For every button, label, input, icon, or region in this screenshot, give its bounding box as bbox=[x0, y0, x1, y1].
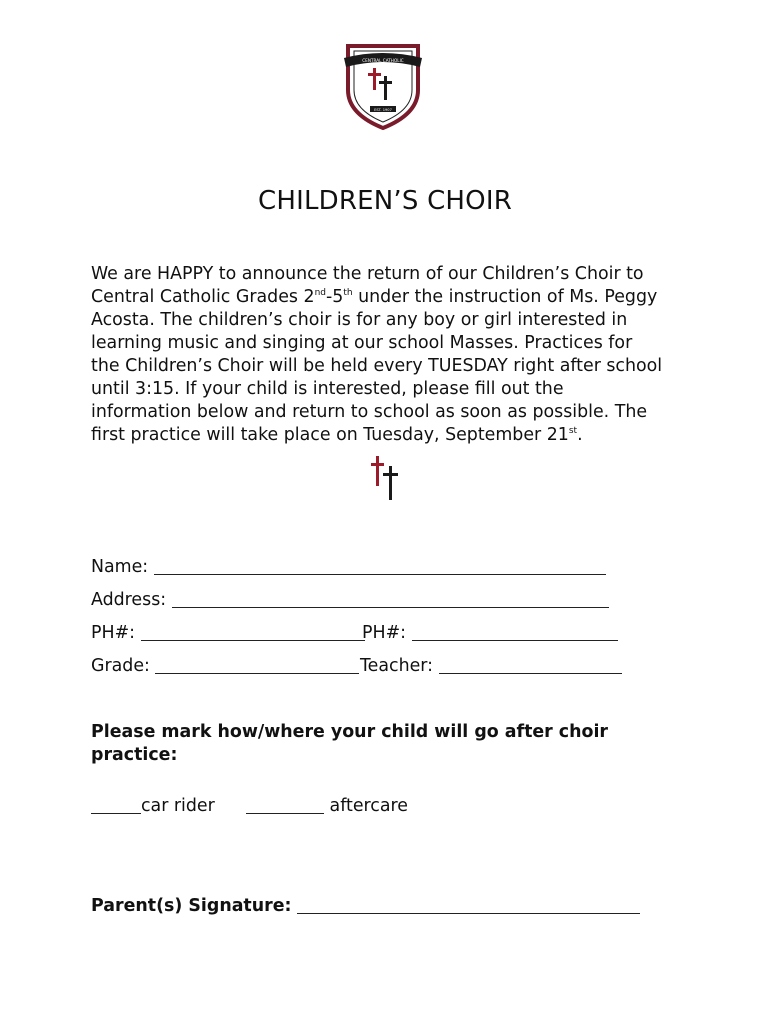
car-rider-option[interactable] bbox=[91, 796, 215, 816]
phone2-input-line[interactable] bbox=[412, 639, 618, 641]
phone2-label: PH#: bbox=[362, 623, 406, 643]
teacher-input-line[interactable] bbox=[439, 672, 622, 674]
aftercare-label: aftercare bbox=[329, 796, 408, 816]
aftercare-option[interactable] bbox=[246, 796, 408, 816]
superscript: st bbox=[568, 426, 578, 436]
intro-line bbox=[91, 424, 691, 447]
intro-line: learning music and singing at our school Masses. Practices for bbox=[91, 333, 633, 353]
svg-text:CENTRAL CATHOLIC: CENTRAL CATHOLIC bbox=[362, 58, 404, 63]
intro-text: . bbox=[577, 425, 583, 445]
phone1-label: PH#: bbox=[91, 623, 135, 643]
name-label: Name: bbox=[91, 557, 149, 577]
crosses-icon bbox=[368, 454, 402, 502]
grade-label: Grade: bbox=[91, 656, 150, 676]
intro-paragraph bbox=[91, 263, 691, 447]
teacher-label: Teacher: bbox=[360, 656, 434, 676]
intro-text: Central Catholic Grades 2 bbox=[91, 287, 315, 307]
intro-line: We are HAPPY to announce the return of our Children’s Choir to bbox=[91, 264, 644, 284]
address-field[interactable] bbox=[91, 590, 609, 610]
car-rider-mark-line[interactable] bbox=[91, 812, 141, 814]
superscript: nd bbox=[314, 288, 326, 298]
school-crest-logo bbox=[342, 40, 424, 130]
signature-field[interactable] bbox=[91, 895, 640, 918]
svg-text:EST. 1907: EST. 1907 bbox=[374, 108, 392, 112]
question-line: Please mark how/where your child will go after choir bbox=[91, 722, 608, 742]
intro-line: until 3:15. If your child is interested, please fill out the bbox=[91, 379, 564, 399]
grade-field[interactable] bbox=[91, 656, 359, 676]
car-rider-label: car rider bbox=[141, 796, 215, 816]
page-title: CHILDREN’S CHOIR bbox=[258, 186, 512, 216]
after-practice-question bbox=[91, 721, 691, 767]
teacher-field[interactable] bbox=[360, 656, 622, 676]
intro-line: the Children’s Choir will be held every TUESDAY right after school bbox=[91, 356, 663, 376]
name-input-line[interactable] bbox=[154, 573, 606, 575]
question-line: practice: bbox=[91, 745, 178, 765]
intro-text: under the instruction of Ms. Peggy bbox=[352, 287, 658, 307]
aftercare-mark-line[interactable] bbox=[246, 812, 324, 814]
signature-input-line[interactable] bbox=[297, 912, 640, 914]
address-label: Address: bbox=[91, 590, 167, 610]
grade-input-line[interactable] bbox=[155, 672, 359, 674]
signature-label: Parent(s) Signature: bbox=[91, 896, 292, 916]
superscript: th bbox=[343, 288, 353, 298]
phone-field-1[interactable] bbox=[91, 623, 365, 643]
intro-line bbox=[91, 286, 691, 309]
phone-field-2[interactable] bbox=[362, 623, 618, 643]
intro-text: first practice will take place on Tuesday, September 21 bbox=[91, 425, 569, 445]
name-field[interactable] bbox=[91, 557, 606, 577]
phone1-input-line[interactable] bbox=[141, 639, 365, 641]
address-input-line[interactable] bbox=[172, 606, 609, 608]
intro-line: Acosta. The children’s choir is for any boy or girl interested in bbox=[91, 310, 628, 330]
intro-text: -5 bbox=[325, 287, 344, 307]
intro-line: information below and return to school as soon as possible. The bbox=[91, 402, 648, 422]
